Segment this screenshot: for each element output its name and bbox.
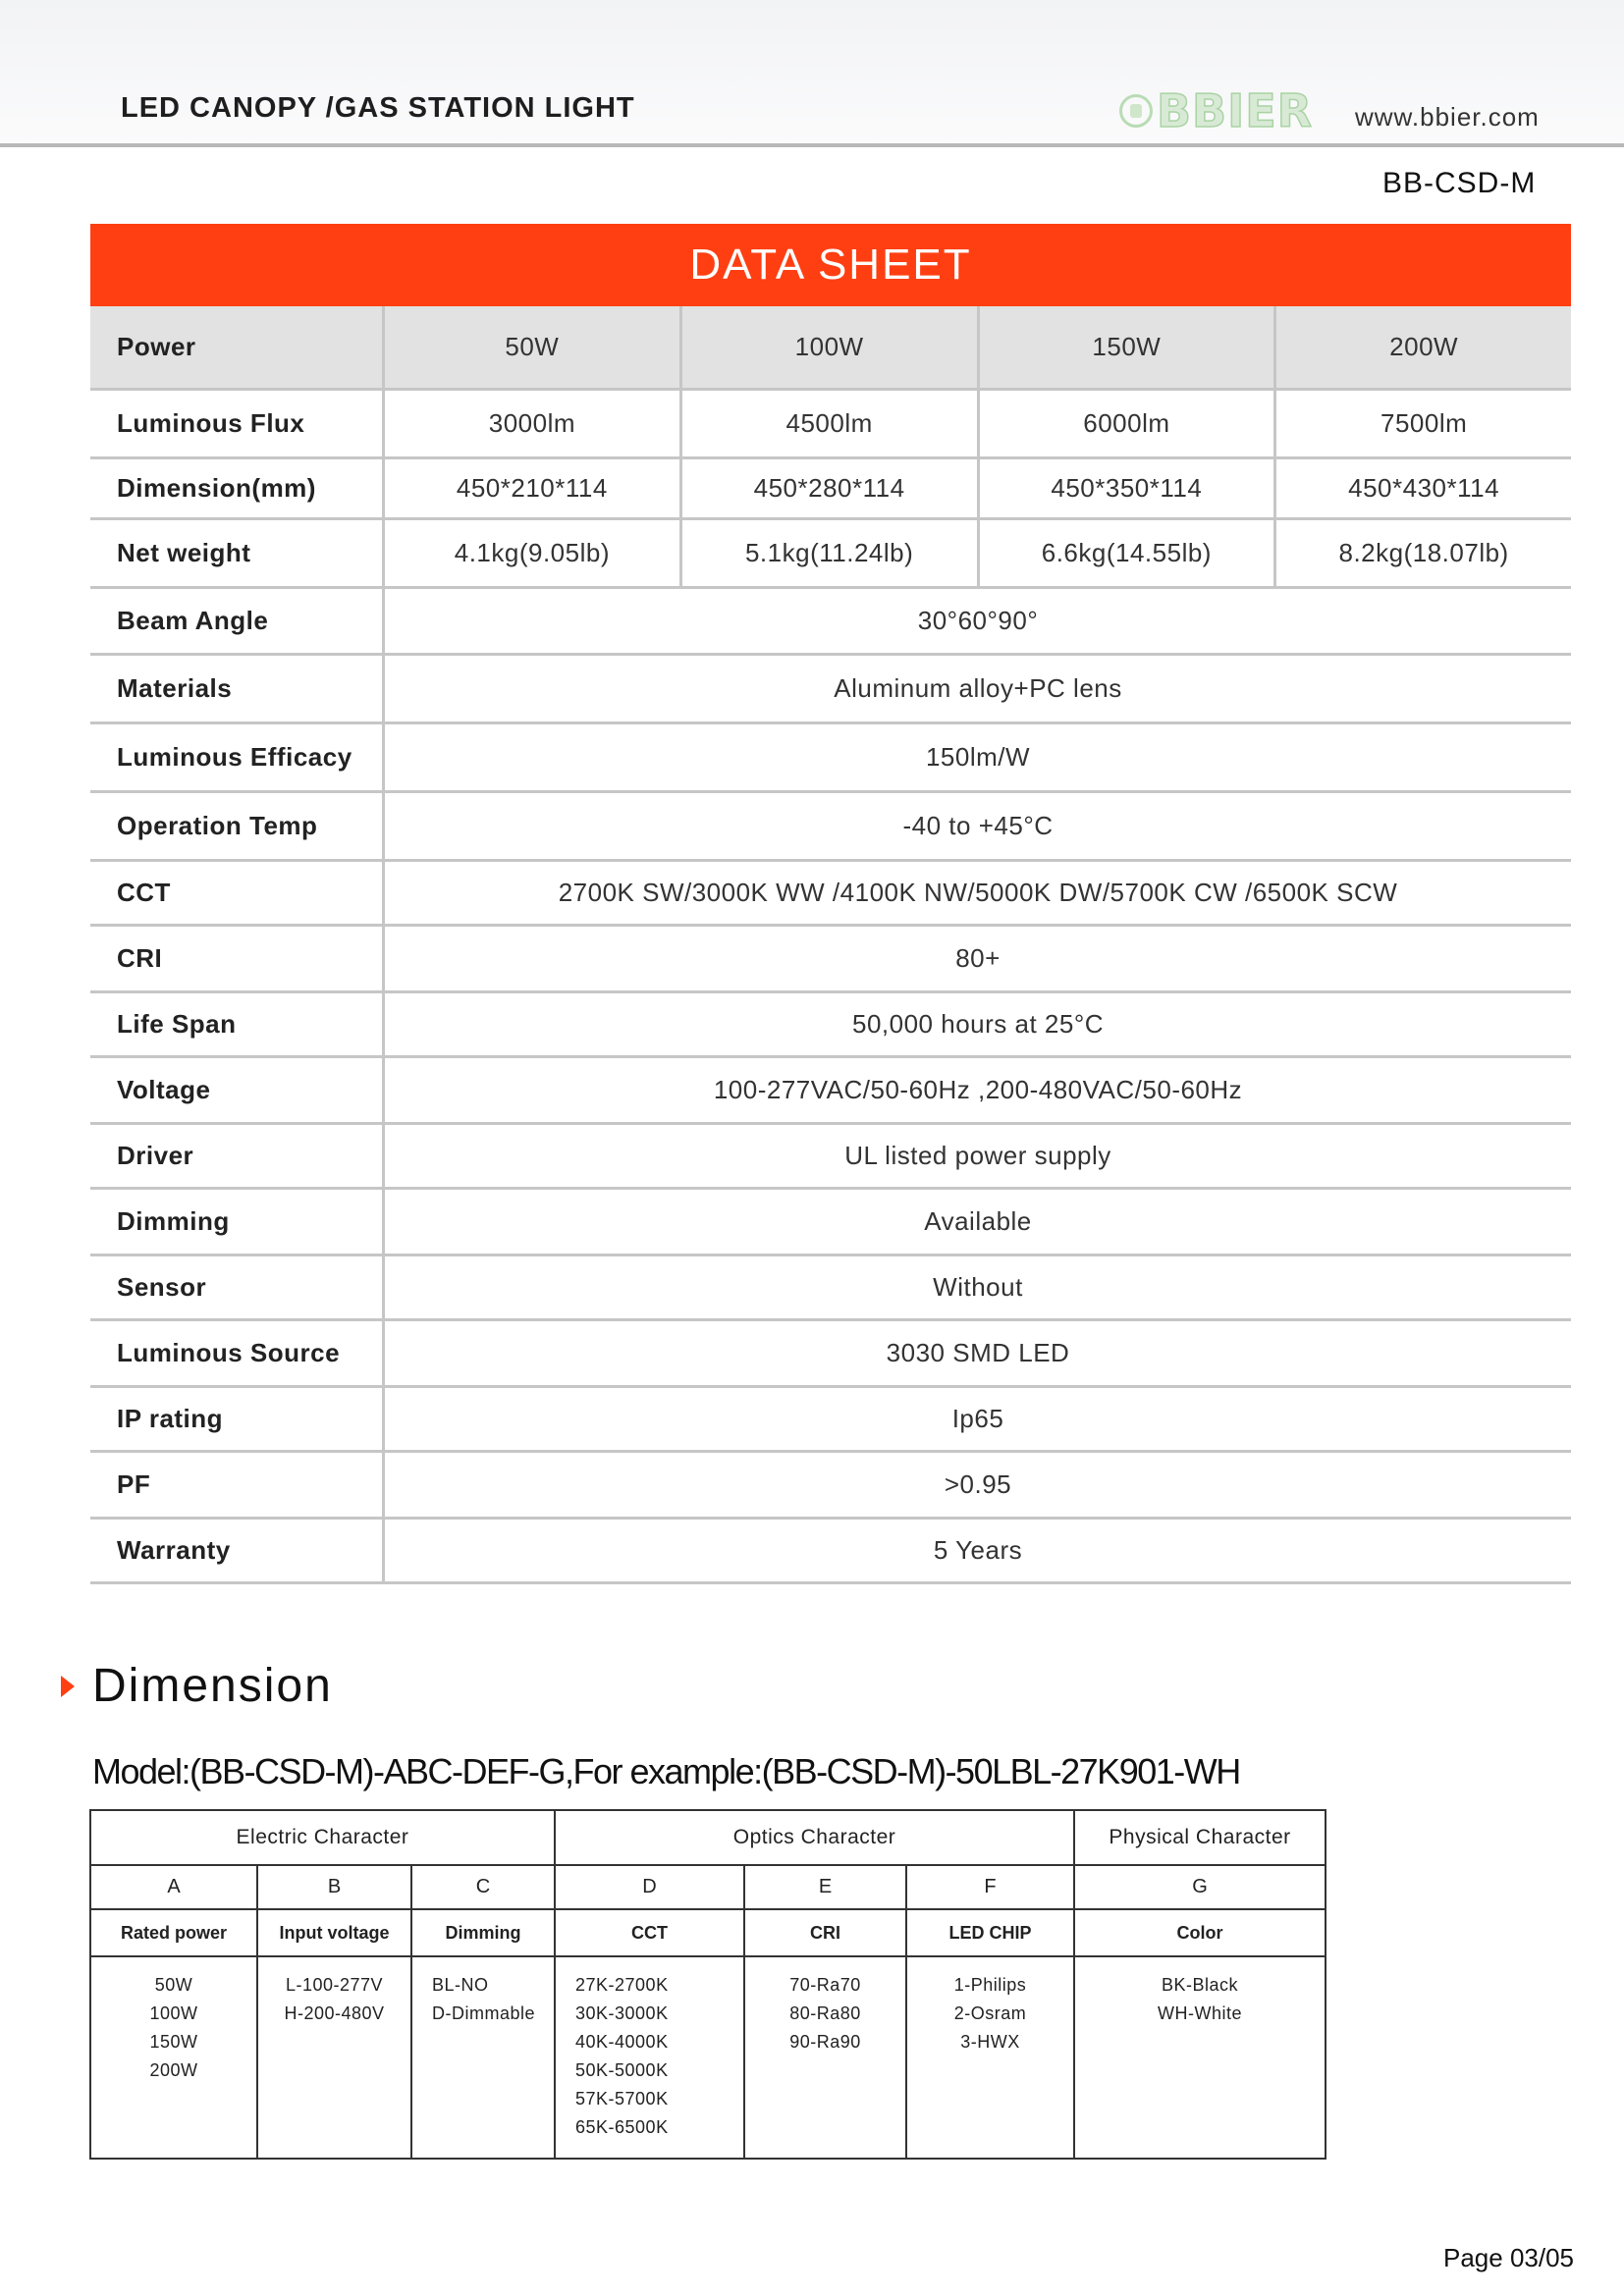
option-item: 2-Osram	[953, 2003, 1027, 2023]
code-options	[411, 1956, 555, 2159]
option-item: WH-White	[1158, 2003, 1243, 2023]
row-value: Without	[933, 1272, 1023, 1302]
option-item: H-200-480V	[284, 2003, 385, 2023]
page-number: Page 03/05	[1443, 2243, 1575, 2272]
code-letter: G	[1074, 1865, 1326, 1909]
table-row	[90, 391, 1571, 459]
row-value: 80+	[955, 943, 1001, 973]
table-row	[90, 793, 1571, 862]
row-cell: 4.1kg(9.05lb)	[454, 538, 610, 567]
row-label: Beam Angle	[90, 589, 385, 653]
row-label: Luminous Flux	[90, 391, 385, 456]
row-cell: 450*210*114	[456, 473, 608, 503]
data-sheet-banner: DATA SHEET	[90, 224, 1571, 306]
row-label: Driver	[90, 1125, 385, 1187]
option-item: 70-Ra70	[789, 1975, 861, 1995]
triangle-bullet-icon	[61, 1676, 75, 1697]
row-cell: 6.6kg(14.55lb)	[977, 520, 1274, 586]
code-header: Input voltage	[257, 1909, 411, 1956]
table-row	[90, 1388, 1571, 1453]
table-row	[90, 520, 1571, 589]
code-letter: C	[411, 1865, 555, 1909]
option-item: 80-Ra80	[789, 2003, 861, 2023]
code-options	[555, 1956, 744, 2159]
code-header: Dimming	[411, 1909, 555, 1956]
letters-row	[90, 1865, 1326, 1909]
row-cell: 6000lm	[977, 391, 1274, 456]
code-header: CRI	[744, 1909, 906, 1956]
code-header: CCT	[555, 1909, 744, 1956]
row-label: Dimming	[90, 1190, 385, 1254]
row-label: Sensor	[90, 1256, 385, 1318]
option-item: 50K-5000K	[575, 2060, 669, 2080]
option-item: 100W	[149, 2003, 198, 2023]
code-options	[90, 1956, 257, 2159]
table-row	[90, 1453, 1571, 1520]
brand-logo	[1119, 84, 1321, 137]
option-item: 1-Philips	[953, 1975, 1027, 1995]
option-item: 200W	[149, 2060, 198, 2080]
table-row	[90, 589, 1571, 656]
row-value: 100-277VAC/50-60Hz ,200-480VAC/50-60Hz	[713, 1075, 1243, 1104]
table-row	[90, 1190, 1571, 1256]
headers-row	[90, 1909, 1326, 1956]
website-url: www.bbier.com	[1355, 102, 1540, 132]
option-item: 50W	[154, 1975, 193, 1995]
power-row	[90, 306, 1571, 391]
model-code-table	[89, 1809, 1326, 2160]
row-value: 3030 SMD LED	[886, 1338, 1070, 1367]
row-label: Net weight	[90, 520, 385, 586]
model-code: BB-CSD-M	[1382, 167, 1537, 199]
option-item: 27K-2700K	[575, 1975, 669, 1995]
group-header: Electric Character	[90, 1810, 555, 1865]
row-value: UL listed power supply	[844, 1141, 1111, 1170]
row-value: 30°60°90°	[917, 606, 1039, 635]
span-rows	[90, 589, 1571, 1584]
row-label: Dimension(mm)	[90, 459, 385, 517]
logo-text: BBIER	[1157, 84, 1314, 137]
row-value: -40 to +45°C	[902, 811, 1054, 840]
row-value: 50,000 hours at 25°C	[851, 1009, 1104, 1039]
power-cell: 150W	[977, 306, 1274, 388]
dimension-heading	[61, 1659, 333, 1713]
data-sheet-table	[90, 224, 1571, 1584]
row-value: Aluminum alloy+PC lens	[834, 673, 1122, 703]
row-cell: 450*430*114	[1273, 459, 1571, 517]
group-header: Physical Character	[1074, 1810, 1326, 1865]
code-header: Color	[1074, 1909, 1326, 1956]
table-row	[90, 993, 1571, 1058]
logo-icon	[1119, 94, 1153, 128]
option-item: 90-Ra90	[789, 2032, 861, 2052]
table-row	[90, 1321, 1571, 1388]
code-letter: E	[744, 1865, 906, 1909]
power-cell: 100W	[679, 306, 977, 388]
page-header-title: LED CANOPY /GAS STATION LIGHT	[121, 92, 635, 124]
option-item: 150W	[149, 2032, 198, 2052]
option-item: BL-NO	[432, 1975, 489, 1995]
dimension-title: Dimension	[92, 1660, 333, 1712]
row-label: IP rating	[90, 1388, 385, 1450]
header-divider	[0, 143, 1624, 147]
row-cell: 3000lm	[488, 408, 576, 438]
table-row	[90, 1520, 1571, 1584]
option-item: 40K-4000K	[575, 2032, 669, 2052]
code-options	[906, 1956, 1074, 2159]
row-label: Luminous Source	[90, 1321, 385, 1385]
option-item: 65K-6500K	[575, 2117, 669, 2137]
table-row	[90, 1058, 1571, 1125]
code-letter: B	[257, 1865, 411, 1909]
power-cell: 50W	[505, 332, 560, 361]
row-value: Ip65	[951, 1404, 1004, 1433]
option-item: 3-HWX	[960, 2032, 1020, 2052]
row-label: PF	[90, 1453, 385, 1517]
table-row	[90, 1125, 1571, 1190]
table-row	[90, 724, 1571, 793]
row-value: 2700K SW/3000K WW /4100K NW/5000K DW/5700K CW /6500K SCW	[558, 878, 1398, 907]
code-letter: A	[90, 1865, 257, 1909]
option-item: D-Dimmable	[432, 2003, 536, 2023]
code-header: LED CHIP	[906, 1909, 1074, 1956]
row-label: CCT	[90, 862, 385, 924]
row-value: Available	[924, 1206, 1032, 1236]
row-value: 5 Years	[933, 1535, 1023, 1565]
group-header: Optics Character	[555, 1810, 1074, 1865]
row-label: Power	[90, 306, 385, 388]
row-label: Warranty	[90, 1520, 385, 1581]
table-row	[90, 656, 1571, 724]
row-label: CRI	[90, 927, 385, 990]
table-row	[90, 927, 1571, 993]
row-label: Voltage	[90, 1058, 385, 1122]
option-item: 57K-5700K	[575, 2089, 669, 2109]
code-options	[1074, 1956, 1326, 2159]
table-row	[90, 1256, 1571, 1321]
code-letter: F	[906, 1865, 1074, 1909]
row-cell: 8.2kg(18.07lb)	[1273, 520, 1571, 586]
options-row	[90, 1956, 1326, 2159]
model-naming-rule: Model:(BB-CSD-M)-ABC-DEF-G,For example:(BB-CSD-M)-50LBL-27K901-WH	[92, 1751, 1240, 1791]
row-cell: 450*350*114	[977, 459, 1274, 517]
table-row	[90, 459, 1571, 520]
row-cell: 450*280*114	[679, 459, 977, 517]
power-cell: 200W	[1273, 306, 1571, 388]
code-letter: D	[555, 1865, 744, 1909]
row-cell: 5.1kg(11.24lb)	[679, 520, 977, 586]
table-row	[90, 862, 1571, 927]
option-item: BK-Black	[1162, 1975, 1239, 1995]
row-value: >0.95	[944, 1469, 1012, 1499]
code-options	[257, 1956, 411, 2159]
row-cell: 4500lm	[679, 391, 977, 456]
row-value: 150lm/W	[925, 742, 1031, 772]
row-label: Life Span	[90, 993, 385, 1055]
option-item: L-100-277V	[285, 1975, 384, 1995]
row-label: Operation Temp	[90, 793, 385, 859]
row-cell: 7500lm	[1273, 391, 1571, 456]
code-header: Rated power	[90, 1909, 257, 1956]
option-item: 30K-3000K	[575, 2003, 669, 2023]
code-options	[744, 1956, 906, 2159]
row-label: Materials	[90, 656, 385, 721]
row-label: Luminous Efficacy	[90, 724, 385, 790]
